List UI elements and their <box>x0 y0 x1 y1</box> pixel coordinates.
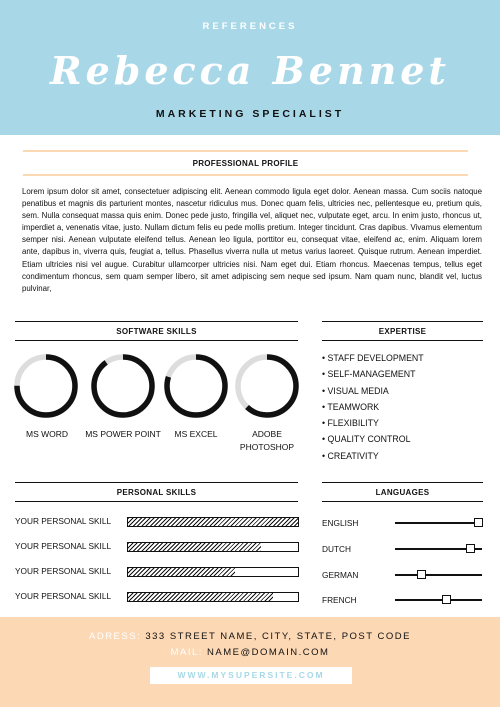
personal-skill-label: YOUR PERSONAL SKILL <box>15 591 112 601</box>
language-slider-track <box>395 522 482 524</box>
language-label: FRENCH <box>322 595 357 605</box>
language-slider-knob <box>474 518 483 527</box>
profile-bottom-divider <box>23 174 468 176</box>
personal-skill-label: YOUR PERSONAL SKILL <box>15 516 112 526</box>
language-label: ENGLISH <box>322 518 359 528</box>
expertise-item: • CREATIVITY <box>322 450 379 461</box>
personal-top-rule <box>15 482 298 483</box>
expertise-bottom-rule <box>322 340 483 341</box>
software-label: ADOBE PHOTOSHOP <box>239 429 295 452</box>
personal-skill-bar <box>127 542 299 552</box>
expertise-item: • VISUAL MEDIA <box>322 385 389 396</box>
software-ring <box>163 353 229 419</box>
expertise-item: • FLEXIBILITY <box>322 418 379 429</box>
mail-key: MAIL: <box>170 647 203 658</box>
language-slider-track <box>395 574 482 576</box>
address-key: ADRESS: <box>89 631 142 642</box>
language-slider-knob <box>442 595 451 604</box>
personal-skill-fill <box>128 593 273 601</box>
personal-skill-bar <box>127 567 299 577</box>
software-heading: SOFTWARE SKILLS <box>116 327 197 336</box>
expertise-item: • QUALITY CONTROL <box>322 434 411 445</box>
website-link[interactable]: WWW.MYSUPERSITE.COM <box>150 667 352 684</box>
personal-heading: PERSONAL SKILLS <box>116 488 197 497</box>
language-slider-knob <box>466 544 475 553</box>
expertise-list <box>322 350 424 464</box>
languages-bottom-rule <box>322 501 483 502</box>
software-ring-progress <box>94 357 152 415</box>
personal-bottom-rule <box>15 501 298 502</box>
language-slider-track <box>395 599 482 601</box>
software-bottom-rule <box>15 340 298 341</box>
language-label: DUTCH <box>322 544 352 554</box>
expertise-heading: EXPERTISE <box>378 327 427 336</box>
expertise-item: • STAFF DEVELOPMENT <box>322 353 424 363</box>
software-ring <box>13 353 79 419</box>
personal-skill-fill <box>128 543 261 551</box>
expertise-top-rule <box>322 321 483 322</box>
software-label: MS WORD <box>25 429 69 439</box>
software-label: MS POWER POINT <box>85 429 161 439</box>
software-label: MS EXCEL <box>174 429 218 439</box>
personal-skill-fill <box>128 568 235 576</box>
references-label: REFERENCES <box>202 21 298 32</box>
profile-top-divider <box>23 150 468 152</box>
languages-top-rule <box>322 482 483 483</box>
expertise-item: • TEAMWORK <box>322 401 380 412</box>
header-banner <box>0 0 500 135</box>
address-value: 333 STREET NAME, CITY, STATE, POST CODE <box>145 631 411 642</box>
personal-skill-label: YOUR PERSONAL SKILL <box>15 566 112 576</box>
personal-skill-fill <box>128 518 298 526</box>
languages-heading: LANGUAGES <box>375 488 430 497</box>
profile-heading: PROFESSIONAL PROFILE <box>192 159 299 168</box>
personal-skill-bar <box>127 592 299 602</box>
job-title: MARKETING SPECIALIST <box>155 108 345 120</box>
personal-skill-label: YOUR PERSONAL SKILL <box>15 541 112 551</box>
language-slider-knob <box>417 570 426 579</box>
language-label: GERMAN <box>322 570 359 580</box>
software-top-rule <box>15 321 298 322</box>
mail-line <box>0 647 500 658</box>
software-ring <box>234 353 300 419</box>
expertise-item: • SELF-MANAGEMENT <box>322 369 416 380</box>
mail-value[interactable]: NAME@DOMAIN.COM <box>207 647 330 658</box>
software-ring <box>90 353 156 419</box>
personal-skill-bar <box>127 517 299 527</box>
address-line <box>0 631 500 642</box>
profile-text: Lorem ipsum dolor sit amet, consectetuer adipiscing elit. Aenean commodo ligula eget dolor. Aenean massa. Cum sociis natoque penatibus et magnis dis parturient montes, nascetur ridiculus mus. Donec quam felis, ultricies nec, pellentesque eu, pretium quis, sem. Nulla consequat massa quis enim. Donec pede justo, fringilla vel, aliquet nec, vulputate eget, arcu. In enim justo, rhoncus ut, imperdiet a, venenatis vitae, justo. Nullam dictum felis eu pede mollis pretium. Integer tincidunt. Cras dapibus. Vivamus elementum semper nisi. Aenean vulputate eleifend tellus. Aenean leo ligula, porttitor eu, consequat vitae, eleifend ac, enim. Aliquam lorem ante, dapibus in, viverra quis, feugiat a, tellus. Phasellus viverra nulla ut metus varius laoreet. Quisque rutrum. Aenean imperdiet. Etiam ultricies nisi vel augue. Curabitur ullamcorper ultricies nisi. Nam eget dui. Etiam rhoncus. Maecenas tempus, tellus eget condimentum rhoncus, sem quam semper libero, sit amet adipiscing sem neque sed ipsum. Nam quam nunc, blandit vel, luctus pulvinar, <box>22 187 482 293</box>
person-name: Rebecca Bennet <box>50 48 450 93</box>
